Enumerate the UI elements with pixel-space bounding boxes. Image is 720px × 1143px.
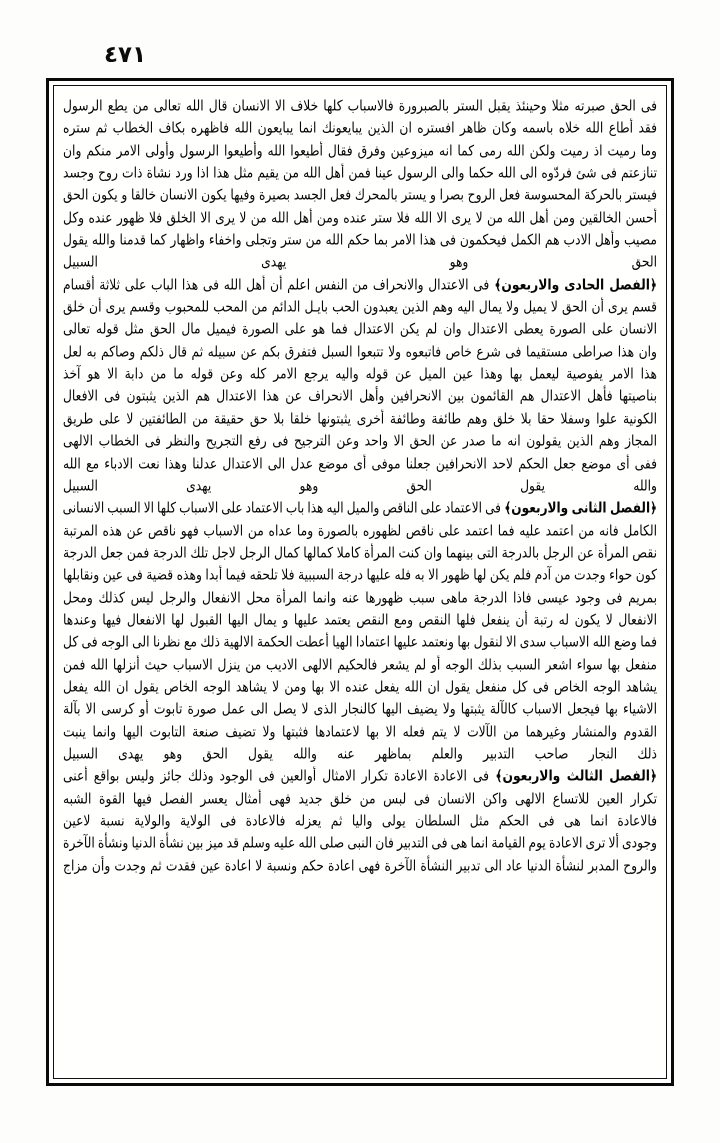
line-text: فقد أطاع الله خلاه باسمه وكان ظاهر افستره ان الذين يبايعونك انما يبايعون الله فاظهره بكاف الخطاب ثم ستره xyxy=(63,120,657,137)
text-block xyxy=(63,93,657,1071)
line-text: تكرار العين للاتساع الالهى واكن الانسان فى لبس من خلق جديد فهى أمثال يعسر الفصل فيها القوة الشبه xyxy=(63,790,657,807)
page-frame-inner xyxy=(53,85,667,1079)
page-frame-outer xyxy=(46,78,674,1086)
line-text: القدوم والمنشار وغيرهما من الآلات لا يتم فعله الا بها لاعتمادها فثبتها ولا تضيف صنعة التابوت اليها وانما ينبت xyxy=(63,723,657,740)
line-text: يشاهد الوجه الخاص فى كل منفعل يقول ان الله يفعل عنده الا بها ومن لا يشاهد الوجه الخاص يقول ان الله يفعل xyxy=(63,678,657,696)
line-text: فما وضع الله الاسباب سدى الا لنقول بها ونعتمد عليها اعتمادا الهيا أعطت الحكمة الالهية ذلك مع نظرنا الى الوجه فى كل xyxy=(63,633,657,651)
line-text: الانسان على الصورة يعطى الاعتدال وان لم يكن الاعتدال فما هو على الصورة فيميل مال الحق مثل قوله تعالى xyxy=(63,321,657,338)
line-text: فالاعادة انما هى فى الحكم مثل السلطان يولى واليا ثم يعزله فالاعادة فى الولاية والولاية نسبة لاعين xyxy=(63,812,657,830)
line-text: والله يقول الحق وهو يهدى السبيل xyxy=(63,477,657,495)
line-text: قسم يرى أن الحق لا يميل ولا يمال اليه وهم الذين يعبدون الحب بايـل الدائم من المحب للمحبوب وقسم يرى أن خلق xyxy=(63,298,657,316)
line-text: المجاز وهم الذين يقولون انه ما صدر عن الحق الا واحد وعن الترجيح فى رفع التجريح والنظر فى الخطاب الالهى xyxy=(63,432,657,450)
section-heading-title: الفصل الثانى والاربعون xyxy=(511,499,651,517)
line-text: والروح المدبر لنشأة الدنيا عاد الى تدبير النشأة الآخرة فهى اعادة حكم ونسبة لا اعادة عين فقدت ثم وجدت وأن مزاج xyxy=(63,857,657,874)
line-text: الكونية علوا وسفلا حقا بلا خلق وهم طائفة وطائفة أخرى يثبتونها خلقا بلا حق حقيقة من الطائفتين لا على طريق xyxy=(63,410,657,428)
heading-trailing-text: فى الاعادة الاعادة تكرار الامثال أوالعين فى الوجود وذلك جائز وليس بواقع أعنى xyxy=(63,768,490,785)
line-text: أحسن الخالقين ومن أهل الله من لا يرى الا الله فلا ستر عنده ومن أهل الله من لا يرى الا الخلق فلا ظهور عنده وكل xyxy=(63,209,657,226)
line-text: بمريم فى وجود عيسى فاذا الدرجة ماهى سبب ظهورها عنه وانما المرأة محل الانفعال والرجل ليس كذلك ومحل xyxy=(63,589,657,606)
line-text: منفعل بها سواء اشعر السبب بذلك الوجه أو لم يشعر فالحكيم الالهى الاديب من ينزل الاسباب حيث أنزلها الله فمن xyxy=(63,656,657,673)
line-text: وما رميت اذ رميت ولكن الله رمى كما انه ميزوعين وفرق فقال أطيعوا الله وأطيعوا الرسول وأولى الامر منكم وان xyxy=(63,142,657,159)
heading-ornament-end: ﴾ xyxy=(494,276,502,293)
line-text: الحق وهو يهدى السبيل xyxy=(63,254,657,271)
line-text: وان هذا صراطى مستقيما فى شرع خاص فاتبعوه ولا تتبعوا السبل فتفرق بكم عن سبيله ثم قال ذلكم وصاكم به لعل xyxy=(63,343,657,361)
line-text: بناصيتها فأهل الاعتدال هم القائمون بين الانحرافين وأهل الانحراف عن هذا الاعتدال هم الذين يثبتون فى الافعال xyxy=(63,388,657,405)
line-text: فى الحق صبرته مثلا وحينئذ يقبل الستر بالصبرورة فالاسباب كلها خلاف الا الانسان قال الله تعالى من يطع الرسول xyxy=(63,97,657,115)
line-text: تنازعتم فى شئ فردّوه الى الله حكما والى الرسول عينا فمن أهل الله من يقيم مثل هذا اذا ورد نشاة ذات روح وجسد xyxy=(63,164,657,182)
line-text: كون حواء وجدت من آدم فلم يكن لها ظهور الا به فله عليها درجة السببية فلا تلحقه فيما أبدا وهذه قضية فى عين ونقابلها xyxy=(63,566,657,584)
heading-ornament-start: ﴿ xyxy=(650,499,657,517)
line-text: الانفعال لا يكون له رتبة أن ينفعل فلها النقص ومع النقص يعتمد عليها و يمال اليها القبول لها الانفعال فيها وعندها xyxy=(63,611,657,629)
heading-trailing-text: فى الاعتماد على الناقص والميل اليه هذا باب الاعتماد على الاسباب كلها الا السبب الانسانى xyxy=(63,499,501,517)
line-text: نقص المرأة عن الرجل بالدرجة التى بينهما وان كنت المرأة كاملا كمالها كمال الرجل لاجل تلك الدرجة فمن جعل الدرجة xyxy=(63,544,657,562)
heading-trailing-text: فى الاعتدال والانحراف من النفس اعلم أن أهل الله فى هذا الباب على ثلاثة أقسام xyxy=(63,276,490,293)
text-line xyxy=(63,853,657,879)
line-text: ذلك النجار صاحب التدبير والعلم بماظهر عنه والله يقول الحق وهو يهدى السبيل xyxy=(63,745,657,763)
line-text: وجودى ألا ترى الاعادة يوم القيامة انما هى فى التدبير فان النبى صلى الله عليه وسلم قد ميز بين نشأة الدنيا ونشأة الآخرة xyxy=(63,835,657,852)
line-text: فيستر بالحركة المحسوسة فعل الروح بصرا و يستر بالمحرك فعل الجسد بصيرة وفيها يكون الانسان خالقا و يكون الحق xyxy=(63,187,657,204)
line-text: ففى أى موضع جعل الحكم لاحد الانحرافين جعلنا موفى أى موضع عدل الى الاعتدال عدلنا وهذا نعت الادباء مع الله xyxy=(63,455,657,472)
line-text: الاشياء بها فيجعل الاسباب كالآلة يثبتها ولا يضيف اليها كالنجار الذى لا يصل الى عمل صورة تابوت أو كرسى الا بآلة xyxy=(63,701,657,718)
heading-ornament-start: ﴿ xyxy=(649,768,657,785)
folio-number: ٤٧١ xyxy=(104,42,147,68)
section-heading-title: الفصل الحادى والاربعون xyxy=(501,276,650,293)
heading-ornament-end: ﴾ xyxy=(495,768,503,785)
line-text: مصيب وأهل الادب هم الكمل فيحكمون فى هذا الامر بما حكم الله من ستر وتجلى واخفاء واظهار كما قدمنا والله يقول xyxy=(63,231,657,249)
line-text: الكامل فانه من اعتمد عليه فما اعتمد على ناقص لظهوره بالصورة وما عداه من الاسباب فهو ناقص عن هذه المرتبة xyxy=(63,522,657,539)
heading-ornament-start: ﴿ xyxy=(649,276,657,293)
section-heading-title: الفصل الثالث والاربعون xyxy=(502,768,650,785)
heading-ornament-end: ﴾ xyxy=(504,499,512,517)
line-text: هذا الامر يفوصية ليعمل بها وهذا عين الميل عن قوله واليه يرجع الامر كله وعن قوله ما من دابة الا هو آخذ xyxy=(63,365,657,383)
